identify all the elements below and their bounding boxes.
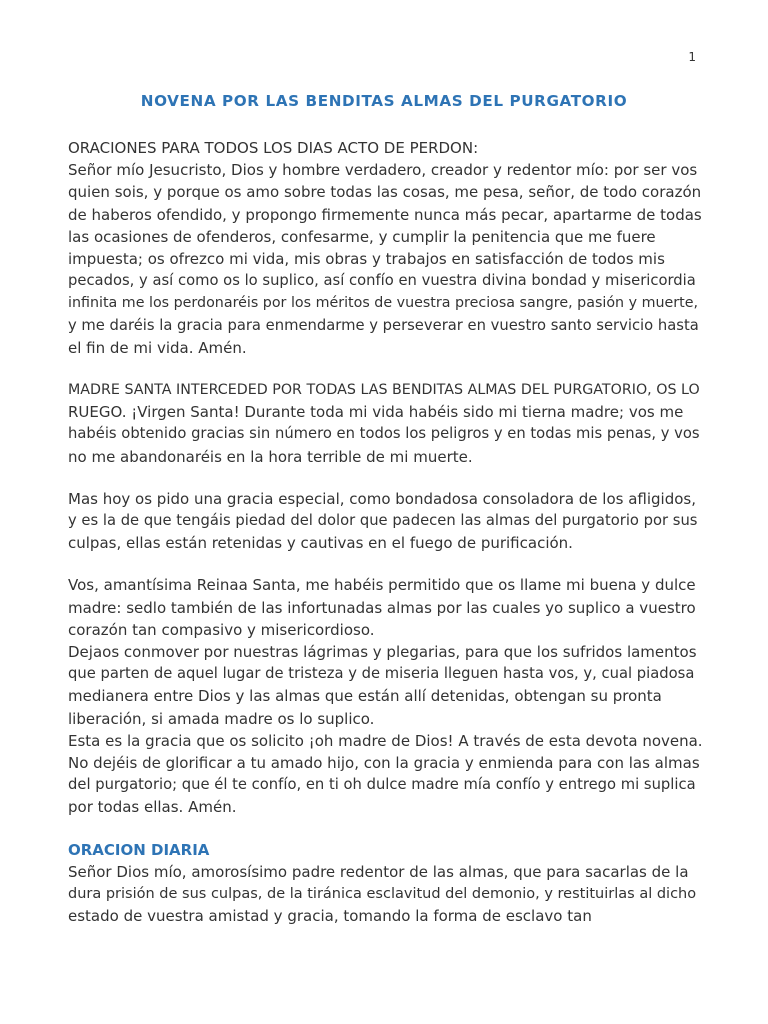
text-line: culpas, ellas están retenidas y cautivas en el fuego de purificación. [68, 534, 573, 553]
text-line: madre: sedlo también de las infortunadas almas por las cuales yo suplico a vuestro [68, 598, 696, 617]
page-number: 1 [688, 50, 696, 64]
text-line: Vos, amantísima Reinaa Santa, me habéis permitido que os llame mi buena y dulce [68, 576, 696, 595]
text-line: el fin de mi vida. Amén. [68, 338, 247, 357]
text-line: infinita me los perdonaréis por los méritos de vuestra preciosa sangre, pasión y muerte, [68, 295, 698, 312]
document-body [68, 137, 704, 928]
text-line: que parten de aquel lugar de tristeza y de miseria lleguen hasta vos, y, cual piadosa [68, 665, 695, 683]
text-line: las ocasiones de ofenderos, confesarme, y cumplir la penitencia que me fuere [68, 227, 656, 246]
text-line: Esta es la gracia que os solicito ¡oh madre de Dios! A través de esta devota novena. [68, 731, 703, 750]
paragraph-reina-santa [68, 574, 704, 818]
text-line: Señor Dios mío, amorosísimo padre redentor de las almas, que para sacarlas de la [68, 862, 689, 881]
text-line: medianera entre Dios y las almas que están allí detenidas, obtengan su pronta [68, 687, 662, 706]
text-line: No dejéis de glorificar a tu amado hijo, con la gracia y enmienda para con las almas [68, 754, 700, 773]
text-line: quien sois, y porque os amo sobre todas las cosas, me pesa, señor, de todo corazón [68, 183, 702, 202]
document-title: NOVENA POR LAS BENDITAS ALMAS DEL PURGATORIO [140, 92, 628, 110]
text-line: Dejaos conmover por nuestras lágrimas y plegarias, para que los sufridos lamentos [68, 643, 697, 662]
text-line: por todas ellas. Amén. [68, 798, 237, 817]
text-line: pecados, y así como os lo suplico, así confío en vuestra divina bondad y misericordia [68, 272, 696, 290]
text-line: de haberos ofendido, y propongo firmemente nunca más pecar, apartarme de todas [68, 205, 702, 224]
text-line: ORACIONES PARA TODOS LOS DIAS ACTO DE PERDON: [68, 139, 479, 157]
text-line: dura prisión de sus culpas, de la tiránica esclavitud del demonio, y restituirlas al dicho [68, 886, 697, 903]
text-line: liberación, si amada madre os lo suplico. [68, 709, 375, 728]
text-line: estado de vuestra amistad y gracia, tomando la forma de esclavo tan [68, 907, 592, 926]
text-line: corazón tan compasivo y misericordioso. [68, 620, 375, 639]
text-line: y me daréis la gracia para enmendarme y perseverar en vuestro santo servicio hasta [68, 316, 699, 334]
text-line: Señor mío Jesucristo, Dios y hombre verdadero, creador y redentor mío: por ser vos [68, 161, 698, 180]
text-line: MADRE SANTA INTERCEDED POR TODAS LAS BENDITAS ALMAS DEL PURGATORIO, OS LO [68, 382, 700, 399]
text-line: y es la de que tengáis piedad del dolor que padecen las almas del purgatorio por sus [68, 512, 698, 530]
text-line: impuesta; os ofrezco mi vida, mis obras y trabajos en satisfacción de todos mis [68, 250, 665, 269]
paragraph-oracion-diaria [68, 861, 704, 928]
text-line: habéis obtenido gracias sin número en todos los peligros y en todas mis penas, y vos [68, 425, 700, 443]
paragraph-acto-de-perdon [68, 137, 704, 359]
section-oracion-diaria [68, 839, 704, 928]
text-line: no me abandonaréis en la hora terrible de mi muerte. [68, 447, 473, 466]
text-line: del purgatorio; que él te confío, en ti oh dulce madre mía confío y entrego mi suplica [68, 776, 696, 794]
paragraph-gracia-especial [68, 488, 704, 555]
section-heading: ORACION DIARIA [68, 840, 210, 859]
text-line: RUEGO. ¡Virgen Santa! Durante toda mi vida habéis sido mi tierna madre; vos me [68, 403, 684, 422]
text-line: Mas hoy os pido una gracia especial, como bondadosa consoladora de los afligidos, [68, 489, 697, 508]
paragraph-madre-santa [68, 379, 704, 468]
